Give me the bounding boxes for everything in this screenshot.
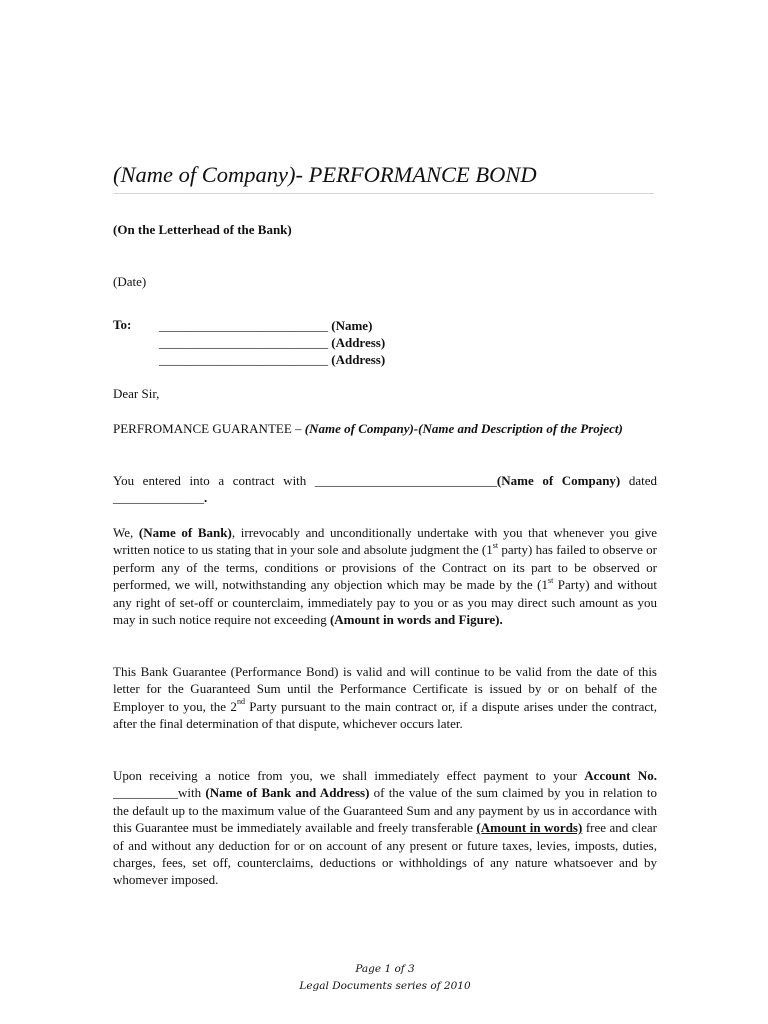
- contract-clause: You entered into a contract with ____________________________(Name of Company) dated ______________.: [113, 473, 658, 506]
- document-title: (Name of Company)- PERFORMANCE BOND: [113, 162, 537, 187]
- title-divider: [113, 193, 654, 194]
- letterhead-note: (On the Letterhead of the Bank): [113, 222, 292, 237]
- footer-page-number: Page 1 of 3: [355, 963, 415, 975]
- to-line-address-1: __________________________ (Address): [159, 335, 386, 350]
- validity-paragraph: This Bank Guarantee (Performance Bond) is valid and will continue to be valid from the date of this letter for the Guaranteed Sum until the Performance Certificate is issued by or on behalf of the Employer to you, the 2nd Party pursuant to the main contract or, if a dispute arises under the contract, after the final determination of that dispute, whichever occurs later.: [113, 664, 657, 732]
- payment-paragraph: Upon receiving a notice from you, we shall immediately effect payment to your Account No. __________with (Name of Bank and Address) of the value of the sum claimed by you in relation to the default up to the maximum value of the Guaranteed Sum and any payment by us in accordance with this Guarantee must be immediately available and freely transferable (Amount in words) free and clear of and without any deduction for or on account of any present or future taxes, levies, imposts, duties, charges, fees, set off, counterclaims, deductions or withholdings of any nature whatsoever and by whomever imposed.: [113, 768, 658, 888]
- salutation: Dear Sir,: [113, 386, 160, 401]
- subject-line: PERFROMANCE GUARANTEE – (Name of Company)-(Name and Description of the Project): [113, 421, 623, 436]
- date-placeholder: (Date): [113, 274, 147, 289]
- undertaking-paragraph: We, (Name of Bank), irrevocably and unconditionally undertake with you that whenever you give written notice to us stating that in your sole and absolute judgment the (1st party) has failed to observe or perform any of the terms, conditions or provisions of the Contract on its part to be observed or performed, we will, notwithstanding any objection which may be made by the (1st Party) and without any right of set-off or counterclaim, immediately pay to you or as you may direct such amount as you may in such notice require not exceeding (Amount in words and Figure).: [113, 525, 658, 628]
- footer-series-note: Legal Documents series of 2010: [299, 980, 471, 992]
- to-line-address-2: __________________________ (Address): [159, 352, 386, 367]
- to-label: To:: [113, 317, 132, 332]
- to-line-name: __________________________ (Name): [159, 318, 373, 333]
